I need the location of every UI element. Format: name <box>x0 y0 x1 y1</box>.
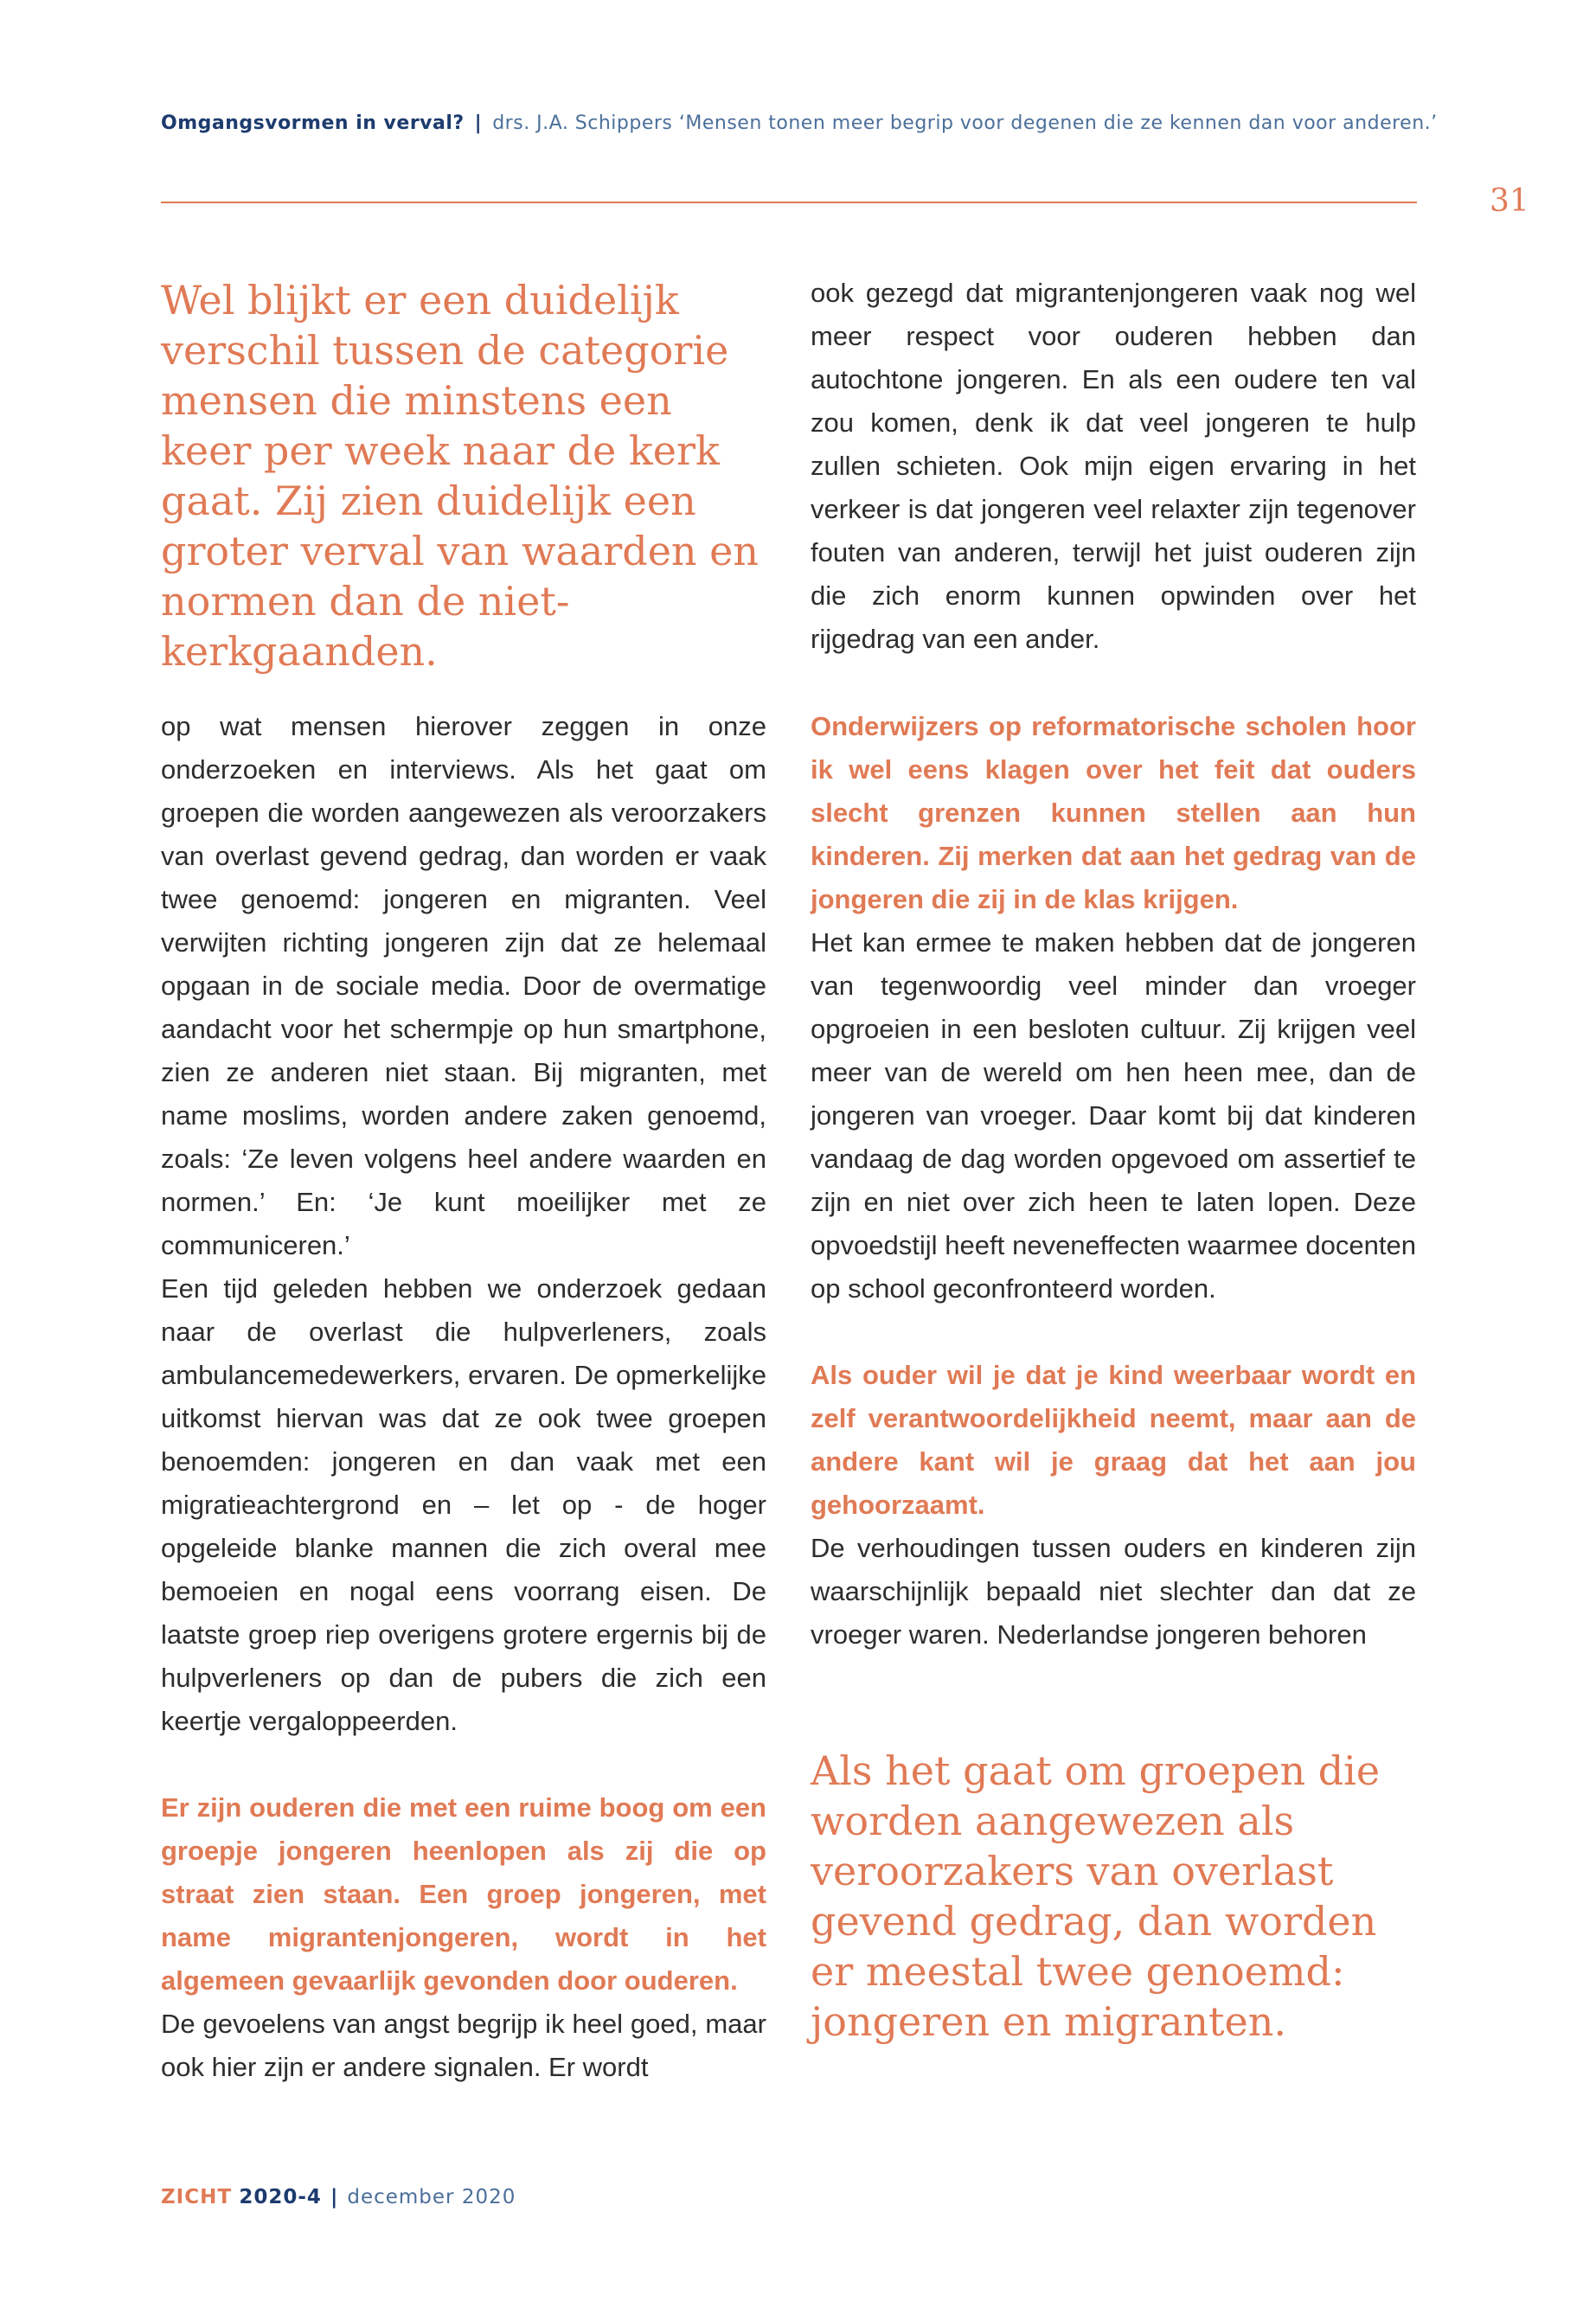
lead-paragraph: Als ouder wil je dat je kind weerbaar wordt en zelf verantwoordelijkheid neemt, maar aan de andere kant wil je graag dat het aan jou gehoorzaamt. <box>811 1360 1416 1520</box>
footer-magazine: ZICHT <box>161 2186 233 2208</box>
lead-paragraph: Onderwijzers op reformatorische scholen hoor ik wel eens klagen over het feit dat ouders slecht grenzen kunnen stellen aan hun kinderen. Zij merken dat aan het gedrag van de jongeren die zij in de klas krijgen. <box>811 711 1416 914</box>
pull-quote-top: Wel blijkt er een duidelijk verschil tussen de categorie mensen die minstens een keer per week naar de kerk gaat. Zij zien duidelijk een groter verval van waarden en normen dan de niet-kerkgaanden. <box>161 277 760 675</box>
page-number: 31 <box>1490 183 1529 219</box>
header-rule <box>161 202 1417 203</box>
right-column <box>811 705 1416 1657</box>
right-column-top <box>811 272 1416 661</box>
header-subtitle: drs. J.A. Schippers ‘Mensen tonen meer begrip voor degenen die ze kennen dan voor anderen.’ <box>492 112 1438 134</box>
footer-separator: | <box>330 2186 339 2208</box>
pull-quote-bottom: Als het gaat om groepen die worden aangewezen als veroorzakers van overlast gevend gedrag, dan worden er meestal twee genoemd: jongeren en migranten. <box>811 1747 1381 2045</box>
left-column <box>161 705 766 2089</box>
lead-paragraph: Er zijn ouderen die met een ruime boog om een groepje jongeren heenlopen als zij die op straat zien staan. Een groep jongeren, met name migrantenjongeren, wordt in het algemeen gevaarlijk gevonden door ouderen. <box>161 1792 766 1996</box>
body-paragraph: op wat mensen hierover zeggen in onze onderzoeken en interviews. Als het gaat om groepen die worden aangewezen als veroorzakers van overlast gevend gedrag, dan worden er vaak twee genoemd: jongeren en migranten. Veel verwijten richting jongeren zijn dat ze helemaal opgaan in de sociale media. Door de overmatige aandacht voor het schermpje op hun smartphone, zien ze anderen niet staan. Bij migranten, met name moslims, worden andere zaken genoemd, zoals: ‘Ze leven volgens heel andere waarden en normen.’ En: ‘Je kunt moeilijker met ze communiceren.’ <box>161 711 766 1260</box>
body-paragraph: Een tijd geleden hebben we onderzoek gedaan naar de overlast die hulpverleners, zoals ambulancemedewerkers, ervaren. De opmerkelijke uitkomst hiervan was dat ze ook twee groepen benoemden: jongeren en dan vaak met een migratieachtergrond en – let op - de hoger opgeleide blanke mannen die zich overal mee bemoeien en nogal eens voorrang eisen. De laatste groep riep overigens grotere ergernis bij de hulpverleners op dan de pubers die zich een keertje vergaloppeerden. <box>161 1273 766 1736</box>
footer-date: december 2020 <box>347 2186 516 2208</box>
header-separator: | <box>474 112 483 134</box>
body-paragraph: ook gezegd dat migrantenjongeren vaak nog wel meer respect voor ouderen hebben dan autochtone jongeren. En als een oudere ten val zou komen, denk ik dat veel jongeren te hulp zullen schieten. Ook mijn eigen ervaring in het verkeer is dat jongeren veel relaxter zijn tegenover fouten van anderen, terwijl het juist ouderen zijn die zich enorm kunnen opwinden over het rijgedrag van een ander. <box>811 278 1416 654</box>
body-paragraph: De gevoelens van angst begrijp ik heel goed, maar ook hier zijn er andere signalen. Er wordt <box>161 2009 766 2082</box>
body-paragraph: Het kan ermee te maken hebben dat de jongeren van tegenwoordig veel minder dan vroeger opgroeien in een besloten cultuur. Zij krijgen veel meer van de wereld om hen heen mee, dan de jongeren van vroeger. Daar komt bij dat kinderen vandaag de dag worden opgevoed om assertief te zijn en niet over zich heen te laten lopen. Deze opvoedstijl heeft neveneffecten waarmee docenten op school geconfronteerd worden. <box>811 927 1416 1304</box>
page-footer <box>161 2186 516 2208</box>
header-series-title: Omgangsvormen in verval? <box>161 112 465 134</box>
body-paragraph: De verhoudingen tussen ouders en kinderen zijn waarschijnlijk bepaald niet slechter dan dat ze vroeger waren. Nederlandse jongeren behoren <box>811 1533 1416 1650</box>
running-header <box>161 112 1438 134</box>
footer-issue: 2020-4 <box>239 2186 322 2208</box>
